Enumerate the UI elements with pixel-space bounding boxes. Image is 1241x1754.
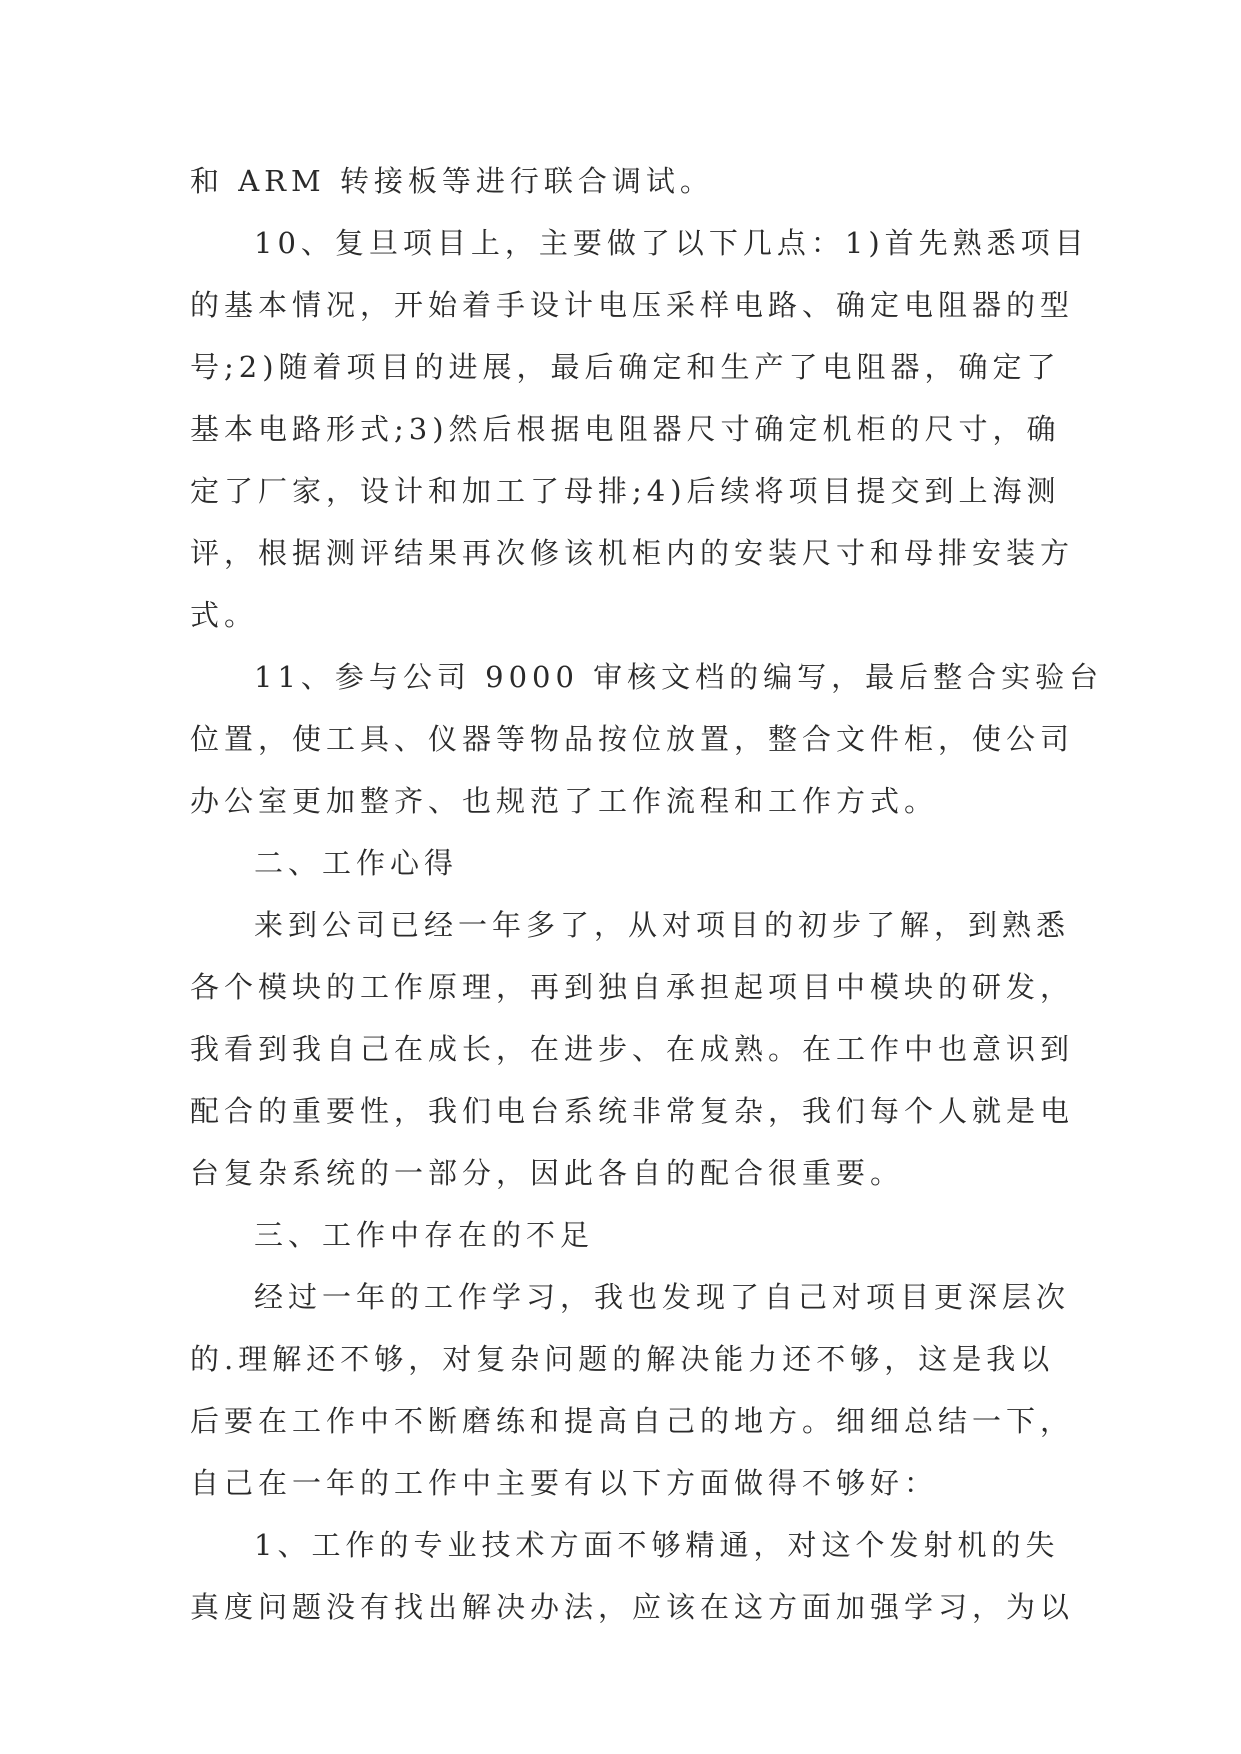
document-body xyxy=(190,150,1104,1638)
text-line: 11、参与公司 9000 审核文档的编写，最后整合实验台 xyxy=(254,660,1104,694)
text-line: 真度问题没有找出解决办法，应该在这方面加强学习，为以 xyxy=(190,1590,1075,1624)
text-line: 经过一年的工作学习，我也发现了自己对项目更深层次 xyxy=(254,1280,1071,1314)
text-line: 来到公司已经一年多了，从对项目的初步了解，到熟悉 xyxy=(254,908,1071,942)
section-heading: 二、工作心得 xyxy=(254,846,459,880)
text-line: 评，根据测评结果再次修该机柜内的安装尺寸和母排安装方 xyxy=(190,536,1075,570)
text-line: 自己在一年的工作中主要有以下方面做得不够好： xyxy=(190,1466,939,1500)
text-line: 各个模块的工作原理，再到独自承担起项目中模块的研发， xyxy=(190,970,1075,1004)
text-line: 位置，使工具、仪器等物品按位放置，整合文件柜，使公司 xyxy=(190,722,1075,756)
text-line: 10、复旦项目上，主要做了以下几点：1)首先熟悉项目 xyxy=(254,226,1089,260)
text-line: 和 ARM 转接板等进行联合调试。 xyxy=(190,164,714,198)
text-line: 号;2)随着项目的进展，最后确定和生产了电阻器，确定了 xyxy=(190,350,1061,384)
text-line: 的基本情况，开始着手设计电压采样电路、确定电阻器的型 xyxy=(190,288,1075,322)
text-line: 配合的重要性，我们电台系统非常复杂，我们每个人就是电 xyxy=(190,1094,1075,1128)
text-line: 我看到我自己在成长，在进步、在成熟。在工作中也意识到 xyxy=(190,1032,1075,1066)
section-heading: 三、工作中存在的不足 xyxy=(254,1218,595,1252)
text-line: 后要在工作中不断磨练和提高自己的地方。细细总结一下， xyxy=(190,1404,1075,1438)
text-line: 办公室更加整齐、也规范了工作流程和工作方式。 xyxy=(190,784,939,818)
text-line: 的.理解还不够，对复杂问题的解决能力还不够，这是我以 xyxy=(190,1342,1055,1376)
text-line: 定了厂家，设计和加工了母排;4)后续将项目提交到上海测 xyxy=(190,474,1061,508)
text-line: 1、工作的专业技术方面不够精通，对这个发射机的失 xyxy=(254,1528,1060,1562)
text-line: 式。 xyxy=(190,598,259,632)
text-line: 台复杂系统的一部分，因此各自的配合很重要。 xyxy=(190,1156,905,1190)
text-line: 基本电路形式;3)然后根据电阻器尺寸确定机柜的尺寸，确 xyxy=(190,412,1061,446)
